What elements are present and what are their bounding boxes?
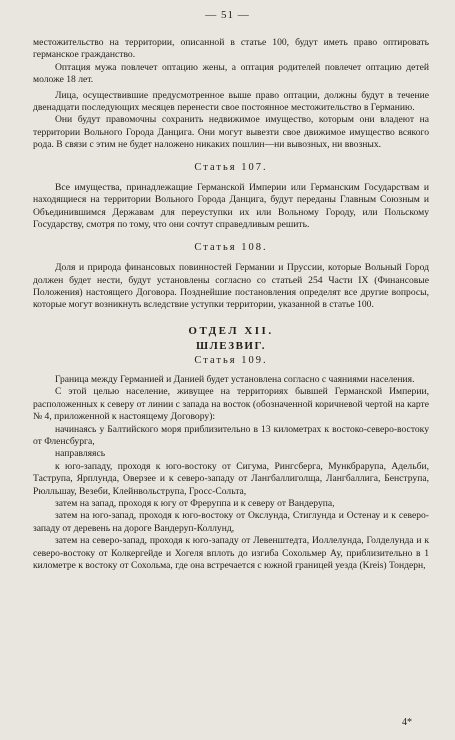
article-heading: Статья 107.	[194, 161, 268, 173]
section-heading: ОТДЕЛ XII.	[188, 324, 274, 337]
paragraph: Граница между Германией и Данией будет установлена согласно с чаяниями населения.	[55, 373, 415, 385]
page-number: — 51 —	[205, 9, 250, 21]
paragraph: местожительство на территории, описанной в статье 100, будут иметь право оптировать германское гражданство.	[33, 37, 429, 61]
signature-mark: 4*	[402, 717, 412, 728]
paragraph: затем на северо-запад, проходя к юго-западу от Левенштедта, Иоллелунда, Голделунда и к северо-востоку от Колкергейде и Хогеля вплоть до изгиба Сохольмер Ау, приблизительно в 1 километре к востоку от Сохольма, где она встречается с южной границей уезда (Kreis) Тондерн,	[33, 535, 429, 572]
paragraph: Все имущества, принадлежащие Германской Империи или Германским Государствам и находящиеся на территории Вольного Города Данцига, будут переданы Главным Союзным и Объединившимся Державам для переуступки их или Вольному Городу, или Польскому Государству, смотря по тому, что они сочтут справедливым решить.	[33, 182, 429, 231]
paragraph: Они будут правомочны сохранить недвижимое имущество, которым они владеют на территории Вольного Города Данцига. Они могут вывезти свое движимое имущество всякого рода. В связи с этим не будет наложено никаких пошлин—ни вывозных, ни ввозных.	[33, 114, 429, 151]
paragraph: С этой целью население, живущее на территориях бывшей Германской Империи, расположенных к северу от линии с запада на восток (обозначенной коричневой чертой на карте № 4, приложенной к настоящему Договору):	[33, 386, 429, 423]
paragraph: затем на запад, проходя к югу от Фреруппа и к северу от Вандерупа,	[55, 498, 335, 509]
paragraph: к юго-западу, проходя к юго-востоку от Сигума, Рингсберга, Мункбрарупа, Адельби, Таструпа, Ярплунда, Оверзее и к северо-западу от Лангбаллиголща, Лангбаллига, Бенструпа, Рюлльшау, Везеби, Клейнвольструпа, Гросс-Сольта,	[33, 460, 429, 497]
article-heading: Статья 108.	[194, 241, 268, 253]
paragraph: Лица, осуществившие предусмотренное выше право оптации, должны будут в течение двенадцати последующих месяцев перенести свое постоянное местожительство в Германию.	[33, 89, 429, 114]
page-body	[33, 37, 429, 572]
paragraph: Доля и природа финансовых повинностей Германии и Пруссии, которые Вольный Город должен будет нести, будут установлены согласно со статьей 254 Части IX (Финансовые Положения) настоящего Договора. Позднейшие постановления определят все другие вопросы, которые могут возникнуть вследствие уступки территории, указанной в статье 100.	[33, 262, 429, 311]
article-heading: Статья 109.	[194, 354, 268, 366]
section-title: ШЛЕЗВИГ.	[196, 340, 266, 353]
paragraph: начинаясь у Балтийского моря приблизительно в 13 километрах к востоко-северо-востоку от Фленсбурга,	[33, 423, 429, 447]
paragraph: направляясь	[55, 448, 106, 460]
paragraph: затем на юго-запад, проходя к юго-востоку от Окслунда, Стиглунда и Остенау и к северо-западу от деревень на дороге Вандеруп-Коллунд,	[33, 510, 429, 534]
paragraph: Оптация мужа повлечет оптацию жены, а оптация родителей повлечет оптацию детей моложе 18 лет.	[33, 61, 429, 86]
